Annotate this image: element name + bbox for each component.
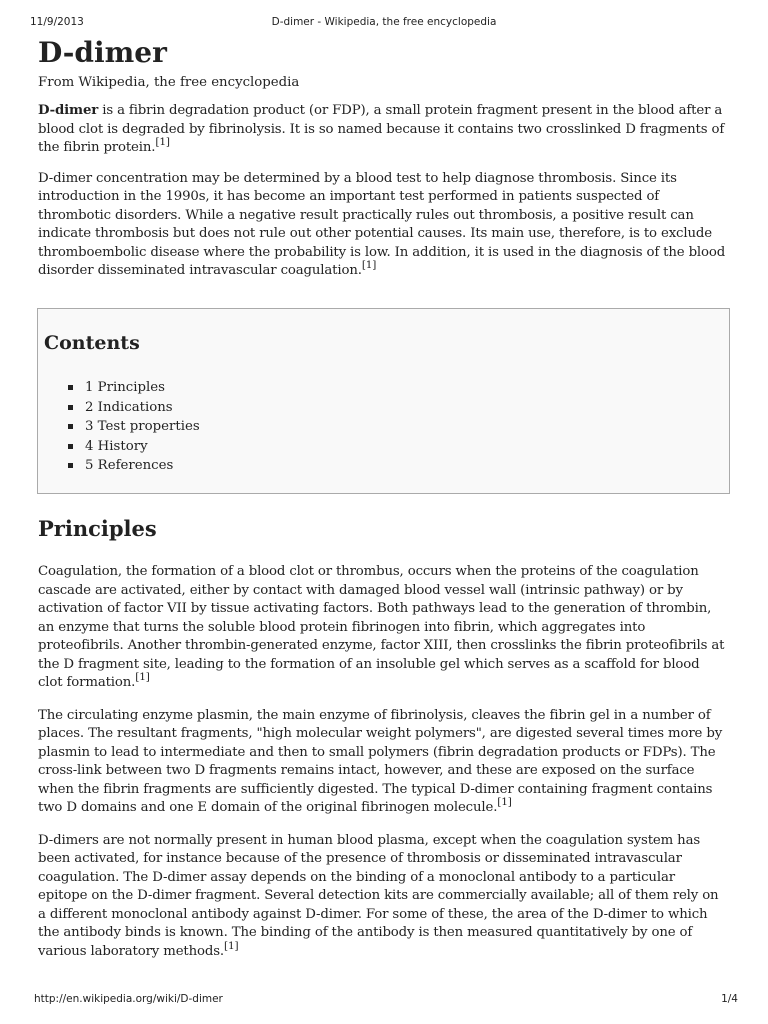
intro-text-2: D-dimer concentration may be determined by a blood test to help diagnose thrombosis. Since its introduction in the 1990s, it has become an important test performed in patients suspected of thrombotic disorders. While a negative result practically rules out thrombosis, a positive result can indicate thrombosis but does not rule out other potential causes. Its main use, therefore, is to exclude thromboembolic disease where the probability is low. In addition, it is used in the diagnosis of the blood disorder disseminated intravascular coagulation.	[38, 170, 726, 278]
intro-paragraph-2	[38, 170, 728, 281]
print-date: 11/9/2013	[30, 16, 84, 28]
toc-item-label: 5 References	[85, 458, 174, 473]
toc-item-history[interactable]	[68, 437, 200, 457]
site-tagline: From Wikipedia, the free encyclopedia	[38, 75, 300, 90]
toc-item-principles[interactable]	[68, 378, 200, 398]
intro-paragraph-1	[38, 102, 728, 158]
square-bullet-icon	[68, 424, 73, 429]
toc-item-test-properties[interactable]	[68, 417, 200, 437]
citation-link[interactable]: [1]	[155, 136, 170, 148]
toc-item-label: 3 Test properties	[85, 419, 200, 434]
principles-text-1: Coagulation, the formation of a blood clot or thrombus, occurs when the proteins of the coagulation cascade are activated, either by contact with damaged blood vessel wall (intrinsic pathway) or by activation of factor VII by tissue activating factors. Both pathways lead to the generation of thrombin, an enzyme that turns the soluble blood protein fibrinogen into fibrin, which aggregates into proteofibrils. Another thrombin-generated enzyme, factor XIII, then crosslinks the fibrin proteofibrils at the D fragment site, leading to the formation of an insoluble gel which serves as a scaffold for blood clot formation.	[38, 564, 725, 690]
table-of-contents	[37, 308, 730, 494]
principles-section	[38, 514, 728, 961]
toc-item-label: 1 Principles	[85, 380, 165, 395]
page-url: http://en.wikipedia.org/wiki/D-dimer	[34, 993, 223, 1005]
toc-item-label: 2 Indications	[85, 399, 173, 415]
toc-item-label: 4 History	[85, 438, 148, 454]
principles-paragraph-2	[38, 707, 728, 818]
intro-text-1: is a fibrin degradation product (or FDP), a small protein fragment present in the blood after a blood clot is degraded by fibrinolysis. It is so named because it contains two crosslinked D fragments of the fibrin protein.	[38, 103, 725, 155]
toc-item-indications[interactable]	[68, 398, 200, 418]
section-heading-principles: Principles	[38, 516, 157, 541]
intro-bold-term: D-dimer	[38, 103, 99, 118]
page-title: D-dimer	[38, 36, 167, 69]
square-bullet-icon	[68, 405, 73, 410]
toc-title: Contents	[44, 332, 140, 354]
square-bullet-icon	[68, 463, 73, 468]
principles-text-2: The circulating enzyme plasmin, the main enzyme of fibrinolysis, cleaves the fibrin gel in a number of places. The resultant fragments, "high molecular weight polymers", are digested several times more by plasmin to lead to intermediate and then to small polymers (fibrin degradation products or FDPs). The cross-link between two D fragments remains intact, however, and these are exposed on the surface when the fibrin fragments are sufficiently digested. The typical D-dimer containing fragment contains two D domains and one E domain of the original fibrinogen molecule.	[38, 707, 723, 815]
print-footer	[34, 993, 738, 1007]
print-header	[30, 16, 738, 30]
toc-item-references[interactable]	[68, 456, 200, 476]
citation-link[interactable]: [1]	[135, 671, 150, 683]
citation-link[interactable]: [1]	[361, 259, 377, 271]
principles-paragraph-3	[38, 832, 728, 962]
page-number: 1/4	[721, 993, 738, 1005]
toc-list	[68, 378, 200, 476]
citation-link[interactable]: [1]	[224, 939, 239, 952]
citation-link[interactable]: [1]	[497, 796, 512, 808]
principles-paragraph-1	[38, 563, 728, 693]
square-bullet-icon	[68, 444, 73, 449]
print-page-title: D-dimer - Wikipedia, the free encyclopedia	[271, 16, 497, 28]
square-bullet-icon	[68, 385, 73, 390]
article-body	[38, 34, 728, 281]
principles-text-3: D-dimers are not normally present in human blood plasma, except when the coagulation system has been activated, for instance because of the presence of thrombosis or disseminated intravascular coagulation. The D-dimer assay depends on the binding of a monoclonal antibody to a particular epitope on the D-dimer fragment. Several detection kits are commercially available; all of them rely on a different monoclonal antibody against D-dimer. For some of these, the area of the D-dimer to which the antibody binds is known. The binding of the antibody is then measured quantitatively by one of various laboratory methods.	[38, 832, 719, 959]
